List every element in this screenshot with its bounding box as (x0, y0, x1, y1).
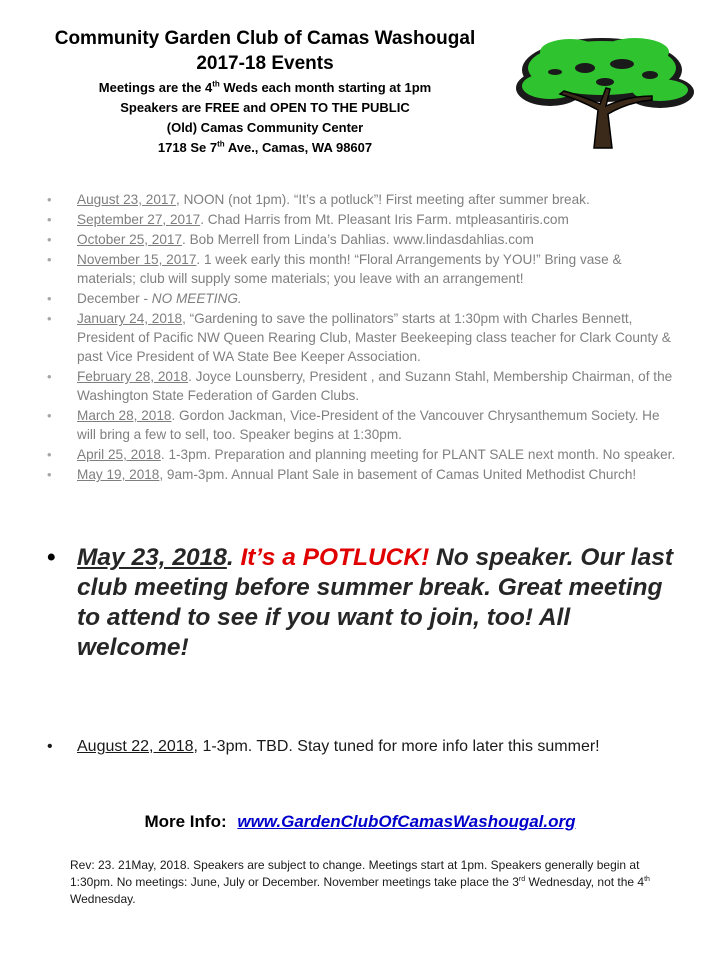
next-event (47, 735, 677, 759)
event-item: • December - NO MEETING. (47, 289, 677, 308)
event-item: • February 28, 2018. Joyce Lounsberry, President , and Suzann Stahl, Membership Chairman, of the Washington State Federation of Garden Clubs. (47, 367, 677, 405)
event-item: • September 27, 2017. Chad Harris from Mt. Pleasant Iris Farm. mtpleasantiris.com (47, 210, 677, 229)
highlight-item: • May 23, 2018. It’s a POTLUCK! No speaker. Our last club meeting before summer break. Great meeting to attend to see if you want to join, too! All welcome! (47, 543, 687, 663)
more-info (0, 812, 720, 832)
events-subtitle: 2017-18 Events (196, 53, 334, 74)
meetings-line: Meetings are the 4th Weds each month starting at 1pm (98, 79, 432, 95)
potluck-callout: It’s a POTLUCK! (240, 544, 430, 571)
highlight-event (47, 543, 687, 663)
next-event-item: • August 22, 2018, 1-3pm. TBD. Stay tuned for more info later this summer! (47, 735, 677, 759)
event-item: • October 25, 2017. Bob Merrell from Linda’s Dahlias. www.lindasdahlias.com (47, 230, 677, 249)
event-item: • January 24, 2018, “Gardening to save the pollinators” starts at 1:30pm with Charles Bennett, President of Pacific NW Queen Rearing Club, Master Beekeeping class teacher for Clark County & past Vice President of WA State Bee Keeper Association. (47, 309, 677, 366)
event-item: • May 19, 2018, 9am-3pm. Annual Plant Sale in basement of Camas United Methodist Church! (47, 465, 677, 484)
more-info-label: More Info: (144, 812, 227, 831)
address-line: 1718 Se 7th Ave., Camas, WA 98607 (157, 139, 373, 155)
event-item: • April 25, 2018. 1-3pm. Preparation and planning meeting for PLANT SALE next month. No speaker. (47, 445, 677, 464)
venue-line: (Old) Camas Community Center (166, 120, 364, 135)
website-link[interactable]: www.GardenClubOfCamasWashougal.org (237, 812, 576, 831)
event-list (47, 190, 677, 485)
event-item: • August 23, 2017, NOON (not 1pm). “It’s a potluck”! First meeting after summer break. (47, 190, 677, 209)
event-item: • March 28, 2018. Gordon Jackman, Vice-President of the Vancouver Chrysanthemum Society. He will bring a few to sell, too. Speaker begins at 1:30pm. (47, 406, 677, 444)
header (0, 26, 530, 158)
revision-note: Rev: 23. 21May, 2018. Speakers are subject to change. Meetings start at 1pm. Speakers generally begin at 1:30pm. No meetings: June, July or December. November meetings take place the 3rd Wednesday, not the 4th Wednesday. (70, 858, 650, 906)
event-item: • November 15, 2017. 1 week early this month! “Floral Arrangements by YOU!” Bring vase & materials; club will supply some materials; you leave with an arrangement! (47, 250, 677, 288)
club-title: Community Garden Club of Camas Washougal (54, 28, 476, 49)
tree-icon (510, 30, 700, 150)
speakers-line: Speakers are FREE and OPEN TO THE PUBLIC (120, 100, 410, 115)
